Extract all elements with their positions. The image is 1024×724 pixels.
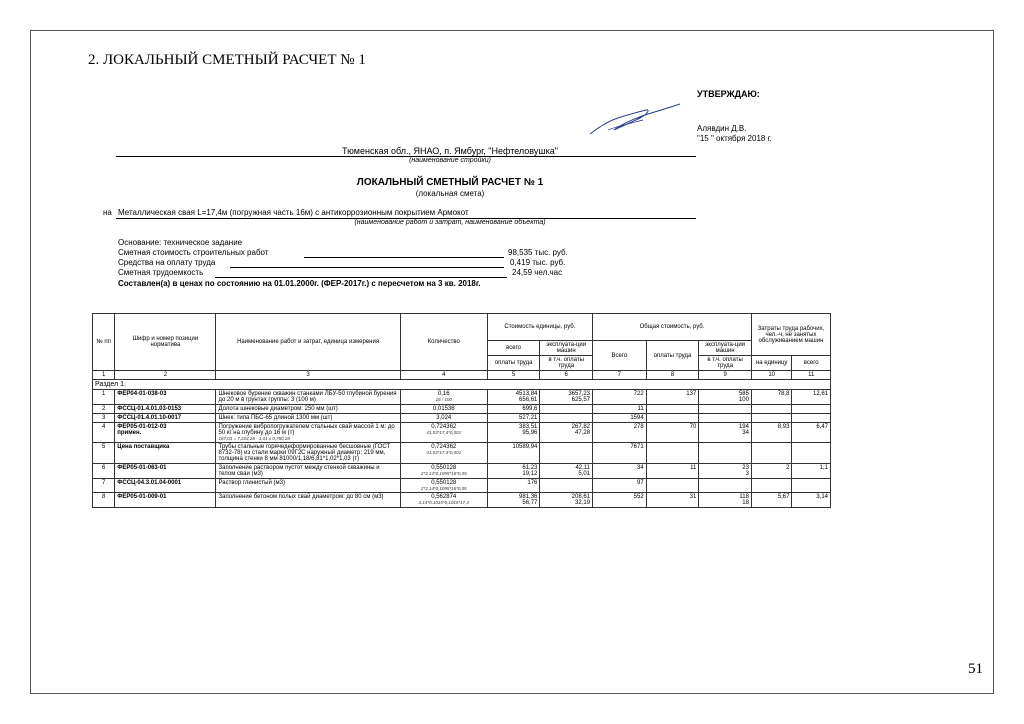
- cell-text: 100: [738, 397, 749, 403]
- table-cell: [593, 414, 647, 423]
- cell-text: 278: [633, 424, 644, 430]
- cell-text: Долота шнековые диаметром: 250 мм (шт): [218, 406, 338, 412]
- cell-text: 0,01536: [432, 406, 455, 412]
- approver-name: Алявдин Д.В.: [697, 124, 747, 133]
- approval-heading: УТВЕРЖДАЮ:: [697, 89, 760, 99]
- column-numbers-row: [93, 371, 831, 380]
- approval-date: "15 " октября 2018 г.: [697, 134, 772, 143]
- work-name: Металлическая свая L=17,4м (погружная часть 16м) с антикоррозионным покрытием Армокот: [118, 208, 469, 217]
- table-cell: [400, 405, 487, 414]
- table-cell: [93, 423, 115, 443]
- table-cell: [400, 479, 487, 493]
- table-cell: [93, 479, 115, 493]
- table-cell: [751, 493, 791, 508]
- table-cell: [540, 479, 593, 493]
- cell-text: ФЕР05-01-009-01: [117, 494, 167, 500]
- table-row: [93, 493, 831, 508]
- cell-text: 34: [636, 465, 644, 471]
- labor-underline: [230, 267, 504, 268]
- section-row: [93, 380, 831, 390]
- cell-text: 10589,94: [512, 444, 538, 450]
- cost-label: Сметная стоимость строительных работ: [118, 248, 269, 257]
- column-number: 1: [93, 371, 115, 380]
- cell-text: 3: [745, 471, 749, 477]
- table-cell: [593, 423, 647, 443]
- cost-underline: [304, 257, 504, 258]
- cell-text: 208,61: [571, 494, 591, 500]
- cell-text: 656,61: [519, 397, 538, 403]
- table-cell: [487, 464, 540, 479]
- table-cell: [751, 443, 791, 464]
- labor-value: 0,419 тыс. руб.: [510, 258, 566, 267]
- cell-text: 56,77: [522, 500, 538, 506]
- column-number: 3: [216, 371, 400, 380]
- table-cell: [593, 493, 647, 508]
- table-cell: [487, 405, 540, 414]
- cell-text: 42,11: [575, 465, 591, 471]
- cell-text: 18: [742, 500, 749, 506]
- cell-text: 194: [738, 424, 749, 430]
- cell-text: 699,6: [522, 406, 538, 412]
- cell-text: ФЕР04-01-038-03: [117, 391, 167, 397]
- cell-text: 2*3,14*0,1095*16*0,05: [420, 486, 467, 491]
- table-cell: [216, 493, 400, 508]
- table-cell: [93, 464, 115, 479]
- table-cell: [540, 414, 593, 423]
- table-cell: [115, 443, 216, 464]
- cell-text: 23: [742, 465, 749, 471]
- cell-text: 95,96: [522, 430, 538, 436]
- cell-text: 7671: [630, 444, 644, 450]
- table-cell: [792, 493, 831, 508]
- table-cell: [751, 479, 791, 493]
- col-incl-wages-total: в т.ч. оплаты труда: [699, 356, 752, 371]
- cell-text: 176: [527, 480, 538, 486]
- column-number: 8: [646, 371, 699, 380]
- table-cell: [792, 464, 831, 479]
- table-cell: [646, 493, 699, 508]
- cell-text: 32,19: [575, 500, 591, 506]
- table-cell: [93, 443, 115, 464]
- col-total: Всего: [593, 341, 647, 371]
- table-cell: [792, 405, 831, 414]
- table-cell: [400, 464, 487, 479]
- cell-text: 47,28: [575, 430, 591, 436]
- construction-caption: (наименование стройки): [409, 157, 491, 164]
- table-cell: [216, 423, 400, 443]
- table-cell: [751, 464, 791, 479]
- cell-text: 41,53*17,4*0,001: [426, 430, 462, 435]
- table-cell: [699, 390, 752, 405]
- table-cell: [400, 414, 487, 423]
- cell-text: Шнек: типа ПБС-65 длиной 1300 мм (шт): [218, 415, 333, 421]
- cell-text: 5,67: [777, 494, 790, 500]
- cell-text: 8,93: [777, 424, 790, 430]
- table-cell: [699, 493, 752, 508]
- table-cell: [115, 390, 216, 405]
- table-cell: [699, 443, 752, 464]
- table-cell: [646, 443, 699, 464]
- table-cell: [792, 414, 831, 423]
- table-cell: [699, 423, 752, 443]
- approver-block: [697, 124, 772, 144]
- effort-label: Сметная трудоемкость: [118, 268, 204, 277]
- table-body: [93, 390, 831, 508]
- table-cell: [792, 443, 831, 464]
- cell-text: 981,36: [519, 494, 538, 500]
- cell-text: 137: [686, 391, 697, 397]
- cell-text: 2: [101, 406, 106, 412]
- cell-text: 3657,23: [568, 391, 591, 397]
- cell-text: 527,21: [519, 415, 538, 421]
- table-cell: [115, 405, 216, 414]
- cell-text: 3,14: [816, 494, 828, 500]
- estimate-title: ЛОКАЛЬНЫЙ СМЕТНЫЙ РАСЧЕТ № 1: [356, 177, 544, 188]
- cell-text: 722: [633, 391, 644, 397]
- column-number: 11: [792, 371, 831, 380]
- cell-text: 7: [101, 480, 106, 486]
- col-per-unit: на единицу: [751, 356, 791, 371]
- cell-text: ФССЦ-01.4.01.03-0153: [117, 406, 182, 412]
- table-cell: [593, 464, 647, 479]
- cell-text: 11: [637, 406, 644, 412]
- table-cell: [216, 390, 400, 405]
- table-cell: [216, 443, 400, 464]
- cell-text: 625,57: [571, 397, 591, 403]
- basis-line: Основание: техническое задание: [118, 238, 243, 247]
- construction-name: Тюменская обл., ЯНАО, п. Ямбург, "Нефтеловушка": [342, 146, 558, 156]
- cell-text: 34: [742, 430, 749, 436]
- work-caption: (наименование работ и затрат, наименование объекта): [354, 219, 546, 226]
- table-cell: [540, 464, 593, 479]
- cell-text: 3,024: [436, 415, 452, 421]
- cell-text: 2: [786, 465, 790, 471]
- table-cell: [540, 443, 593, 464]
- cell-text: ФССЦ-01.4.01.10-0017: [117, 415, 182, 421]
- table-cell: [540, 390, 593, 405]
- table-cell: [792, 423, 831, 443]
- table-cell: [699, 479, 752, 493]
- table-row: [93, 423, 831, 443]
- table-cell: [593, 405, 647, 414]
- table-cell: [646, 405, 699, 414]
- table-cell: [115, 464, 216, 479]
- col-name: Наименование работ и затрат, единица измерения: [216, 314, 400, 371]
- cell-text: Трубы стальные горячедеформированные бесшовные (ГОСТ 8732-78) из стали марки 09Г2С наружный диаметр: 219 мм, толщина стенки 8 мм 81000/1,18/6,81*1,02*1,03 (т): [218, 444, 391, 462]
- col-wages-total: оплаты труда: [646, 341, 699, 371]
- col-labor: Затраты труда рабочих, чел.-ч, не занятых обслуживанием машин: [751, 314, 830, 356]
- col-all: всего: [487, 341, 540, 356]
- table-cell: [400, 443, 487, 464]
- cell-text: 118: [739, 494, 749, 500]
- cell-text: 61,23: [522, 465, 538, 471]
- cell-text: 19,12: [522, 471, 538, 477]
- table-cell: [646, 390, 699, 405]
- table-cell: [93, 390, 115, 405]
- cell-text: 12,61: [812, 391, 828, 397]
- table-cell: [540, 405, 593, 414]
- table-cell: [115, 479, 216, 493]
- cell-text: 5,01: [578, 471, 591, 477]
- table-cell: [487, 479, 540, 493]
- cell-text: Цена поставщика: [117, 444, 170, 450]
- signature-image: [588, 100, 683, 140]
- cell-text: 5: [101, 444, 106, 450]
- table-cell: [400, 390, 487, 405]
- table-row: [93, 464, 831, 479]
- cell-text: 0,562874: [431, 494, 457, 500]
- cell-text: Заполнение раствором пустот между стенкой скважины и телом сваи (м3): [218, 465, 380, 477]
- page-title: 2. ЛОКАЛЬНЫЙ СМЕТНЫЙ РАСЧЕТ № 1: [88, 52, 366, 68]
- cell-text: 4513,84: [515, 391, 538, 397]
- cell-text: 552: [633, 494, 644, 500]
- column-number: 6: [540, 371, 593, 380]
- cell-text: 1594: [630, 415, 644, 421]
- table-row: [93, 405, 831, 414]
- cell-text: Погружение вибропогружателем стальных свай массой 1 м: до 50 кг на глубину до 16 м (т): [218, 424, 395, 436]
- table-cell: [216, 414, 400, 423]
- cell-text: 0,724362: [431, 424, 457, 430]
- table-cell: [216, 405, 400, 414]
- table-cell: [593, 479, 647, 493]
- col-unit-cost: Стоимость единицы, руб.: [487, 314, 592, 341]
- cell-text: 6: [101, 465, 106, 471]
- cell-text: Шнековое бурение скважин станками ЛБУ-50 глубиной бурения до 20 м в грунтах группы: 3 (100 м): [218, 391, 397, 403]
- column-number: 4: [400, 371, 487, 380]
- cell-text: 3: [101, 415, 106, 421]
- table-cell: [93, 414, 115, 423]
- table-cell: [699, 405, 752, 414]
- cell-text: 1: [101, 391, 106, 397]
- table-cell: [216, 464, 400, 479]
- col-all2: всего: [792, 356, 831, 371]
- effort-underline: [215, 277, 507, 278]
- cell-text: 16 / 100: [435, 397, 452, 402]
- table-row: [93, 390, 831, 405]
- cell-text: 1,1: [819, 465, 828, 471]
- column-number: 5: [487, 371, 540, 380]
- table-cell: [751, 423, 791, 443]
- section-label: Раздел 1.: [93, 380, 831, 390]
- col-machines-total: эксплуата-ции машин: [699, 341, 752, 356]
- table-cell: [699, 414, 752, 423]
- table-cell: [593, 390, 647, 405]
- col-machines: эксплуата-ции машин: [540, 341, 593, 356]
- col-wages: оплаты труда: [487, 356, 540, 371]
- cell-text: 267,82: [571, 424, 591, 430]
- cell-text: 6,47: [816, 424, 828, 430]
- estimate-table: [92, 313, 831, 508]
- effort-value: 24,59 чел.час: [512, 268, 563, 277]
- cell-text: 31: [689, 494, 697, 500]
- cost-value: 98,535 тыс. руб.: [508, 248, 568, 257]
- column-number: 9: [699, 371, 752, 380]
- cell-text: 78,8: [777, 391, 790, 397]
- table-row: [93, 479, 831, 493]
- cell-text: примен.: [117, 430, 142, 436]
- cell-text: 187,03 = 7,224,28 - 1,01 x 0,780,28: [218, 436, 290, 441]
- cell-text: 4: [101, 424, 106, 430]
- cell-text: ФЕР05-01-063-01: [117, 465, 167, 471]
- table-cell: [593, 443, 647, 464]
- column-number: 7: [593, 371, 647, 380]
- cell-text: 0,16: [437, 391, 450, 397]
- estimate-subtitle: (локальная смета): [415, 189, 485, 198]
- col-qty: Количество: [400, 314, 487, 371]
- table-cell: [646, 414, 699, 423]
- col-code: Шифр и номер позиции норматива: [115, 314, 216, 371]
- cell-text: Раствор глинистый (м3): [218, 480, 285, 486]
- table-cell: [646, 464, 699, 479]
- table-cell: [400, 423, 487, 443]
- cell-text: 383,51: [519, 424, 538, 430]
- cell-text: 0,550128: [431, 465, 457, 471]
- table-cell: [487, 443, 540, 464]
- cell-text: 8: [101, 494, 106, 500]
- cell-text: 3,14*0,1015*0,1015*17,4: [418, 500, 469, 505]
- col-num: № пп: [93, 314, 115, 371]
- table-cell: [487, 493, 540, 508]
- table-row: [93, 414, 831, 423]
- cell-text: ФССЦ-04.3.01.04-0001: [117, 480, 182, 486]
- on-label: на: [103, 208, 112, 217]
- table-cell: [540, 423, 593, 443]
- col-incl-wages: в т.ч. оплаты труда: [540, 356, 593, 371]
- page-number: 51: [968, 661, 983, 677]
- table-cell: [93, 493, 115, 508]
- col-total-cost: Общая стоимость, руб.: [593, 314, 752, 341]
- table-cell: [751, 405, 791, 414]
- table-cell: [93, 405, 115, 414]
- table-cell: [751, 414, 791, 423]
- cell-text: 97: [636, 480, 644, 486]
- table-cell: [115, 423, 216, 443]
- table-cell: [487, 414, 540, 423]
- table-cell: [115, 493, 216, 508]
- cell-text: 41,53*17,4*0,001: [426, 450, 462, 455]
- cell-text: 0,550128: [431, 480, 457, 486]
- cell-text: Заполнение бетоном полых свай диаметром: до 80 см (м3): [218, 494, 384, 500]
- prices-line: Составлен(а) в ценах по состоянию на 01.01.2000г. (ФЕР-2017г.) с пересчетом на 3 кв. 2018г.: [118, 279, 481, 288]
- table-cell: [216, 479, 400, 493]
- cell-text: 585: [738, 391, 749, 397]
- header-row-1: [93, 314, 831, 341]
- table-cell: [792, 479, 831, 493]
- cell-text: ФЕР05-01-012-03: [117, 424, 167, 430]
- table-row: [93, 443, 831, 464]
- column-number: 2: [115, 371, 216, 380]
- cell-text: 11: [690, 465, 697, 471]
- table-cell: [699, 464, 752, 479]
- table-cell: [751, 390, 791, 405]
- table-cell: [115, 414, 216, 423]
- cell-text: 70: [689, 424, 697, 430]
- cell-text: 0,724362: [431, 444, 457, 450]
- table-cell: [646, 423, 699, 443]
- cell-text: 2*3,14*0,1095*16*0,05: [420, 471, 467, 476]
- labor-label: Средства на оплату труда: [118, 258, 216, 267]
- table-cell: [487, 423, 540, 443]
- table-cell: [792, 390, 831, 405]
- table-cell: [400, 493, 487, 508]
- table-cell: [487, 390, 540, 405]
- table-cell: [540, 493, 593, 508]
- column-number: 10: [751, 371, 791, 380]
- table-cell: [646, 479, 699, 493]
